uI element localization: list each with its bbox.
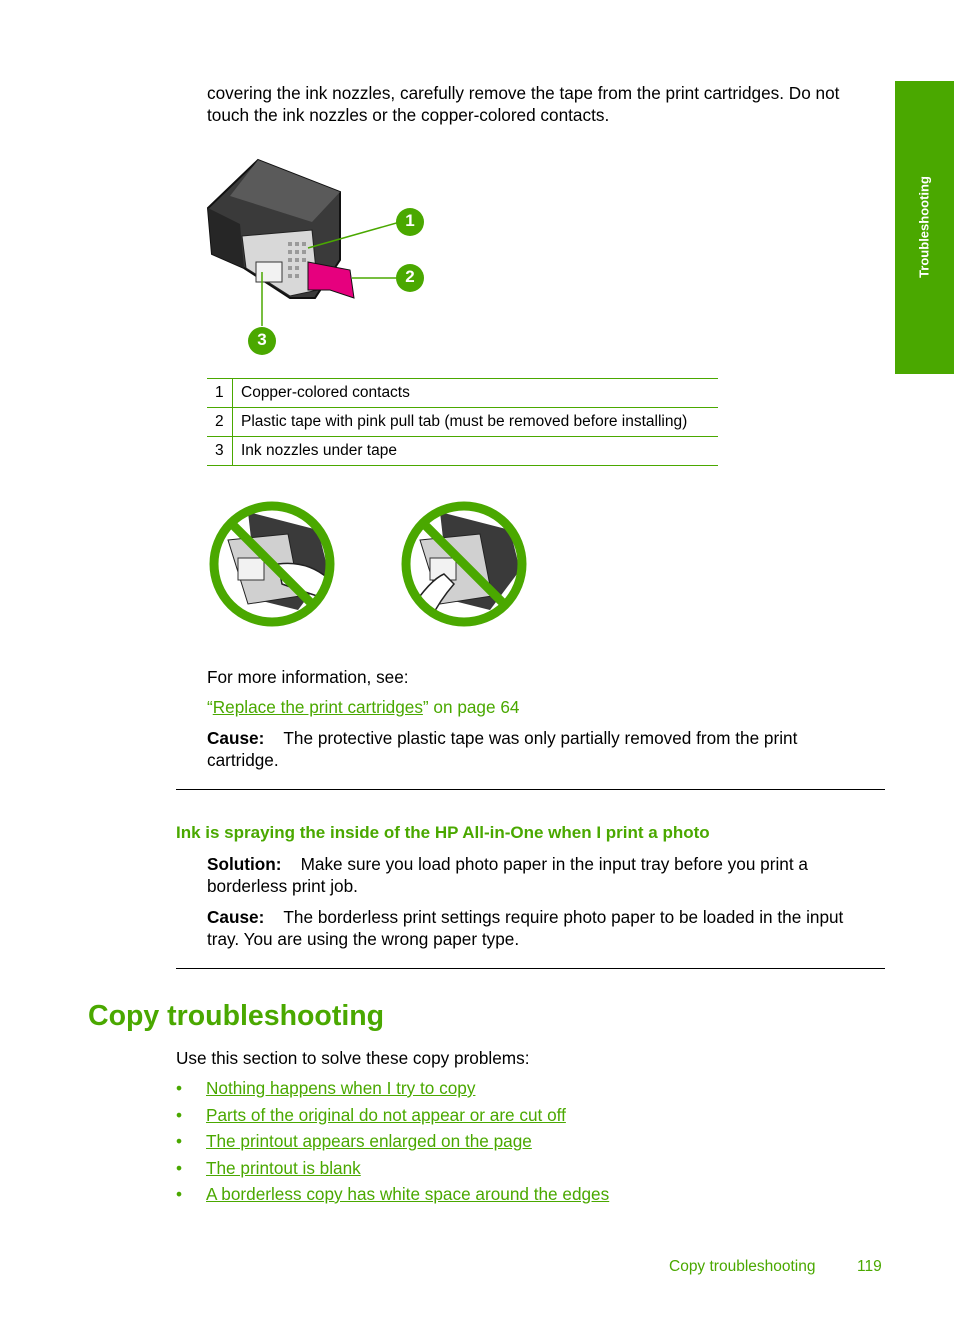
page-title: Copy troubleshooting	[88, 1000, 385, 1032]
section-divider	[176, 789, 885, 790]
page-number: 119	[857, 1258, 882, 1275]
cause-text-2: tray. You are using the wrong paper type.	[207, 929, 520, 949]
bullet: •	[176, 1078, 183, 1098]
more-info-label: For more information, see:	[207, 667, 409, 687]
copy-problem-list	[176, 1077, 776, 1210]
footer-section-name: Copy troubleshooting	[669, 1258, 816, 1275]
solution-label: Solution:	[207, 854, 282, 874]
table-row	[207, 379, 718, 408]
side-tab-label: Troubleshooting	[916, 176, 932, 278]
cause-text: The borderless print settings require photo paper to be loaded in the input	[283, 907, 844, 927]
section-divider	[176, 968, 885, 969]
prohibited-icon	[208, 500, 336, 628]
section-heading: Ink is spraying the inside of the HP All-in-One when I print a photo	[176, 823, 710, 842]
intro-line-2: touch the ink nozzles or the copper-colored contacts.	[207, 105, 610, 125]
list-item	[176, 1104, 776, 1131]
replace-cartridges-link[interactable]: Replace the print cartridges	[212, 697, 423, 717]
legend-text: Ink nozzles under tape	[233, 437, 719, 466]
cartridge-illustration	[200, 150, 440, 365]
bullet: •	[176, 1184, 183, 1204]
callout-2: 2	[405, 267, 415, 286]
copy-problem-link[interactable]: The printout is blank	[206, 1157, 361, 1178]
list-item	[176, 1130, 776, 1157]
list-item	[176, 1077, 776, 1104]
callout-1: 1	[405, 211, 415, 230]
legend-text: Plastic tape with pink pull tab (must be removed before installing)	[233, 408, 719, 437]
solution-paragraph	[207, 853, 887, 897]
cause-text: The protective plastic tape was only partially removed from the print	[283, 728, 798, 748]
intro-paragraph	[207, 82, 887, 126]
list-item	[176, 1183, 776, 1210]
table-row	[207, 437, 718, 466]
legend-table	[207, 378, 718, 466]
legend-number: 2	[207, 408, 233, 437]
cause-label: Cause:	[207, 728, 265, 748]
more-info-reference	[207, 696, 519, 718]
legend-number: 1	[207, 379, 233, 408]
cause-text-2: cartridge.	[207, 750, 279, 770]
cause-paragraph	[207, 727, 887, 771]
copy-intro: Use this section to solve these copy problems:	[176, 1048, 530, 1068]
cause-paragraph	[207, 906, 887, 950]
bullet: •	[176, 1104, 183, 1125]
do-not-touch-contacts-image	[208, 500, 336, 628]
open-quote: “	[207, 697, 213, 717]
solution-text: Make sure you load photo paper in the input tray before you print a	[300, 854, 808, 874]
prohibited-icon	[400, 500, 528, 628]
legend-number: 3	[207, 437, 233, 466]
cartridge-diagram	[200, 150, 440, 365]
side-section-tab	[895, 81, 954, 374]
solution-text-2: borderless print job.	[207, 876, 358, 896]
legend-text: Copper-colored contacts	[233, 379, 719, 408]
bullet: •	[176, 1131, 183, 1151]
intro-line-1: covering the ink nozzles, carefully remove the tape from the print cartridges. Do not	[207, 83, 840, 103]
cause-label: Cause:	[207, 907, 265, 927]
copy-problem-link[interactable]: Nothing happens when I try to copy	[206, 1078, 476, 1098]
page-reference: ” on page 64	[422, 697, 520, 717]
do-not-touch-nozzles-image	[400, 500, 528, 628]
copy-problem-link[interactable]: The printout appears enlarged on the page	[206, 1131, 532, 1151]
bullet: •	[176, 1157, 183, 1178]
callout-3: 3	[257, 330, 267, 349]
copy-problem-link[interactable]: Parts of the original do not appear or are cut off	[206, 1104, 566, 1125]
table-row	[207, 408, 718, 437]
copy-problem-link[interactable]: A borderless copy has white space around the edges	[206, 1184, 610, 1204]
list-item	[176, 1157, 776, 1184]
